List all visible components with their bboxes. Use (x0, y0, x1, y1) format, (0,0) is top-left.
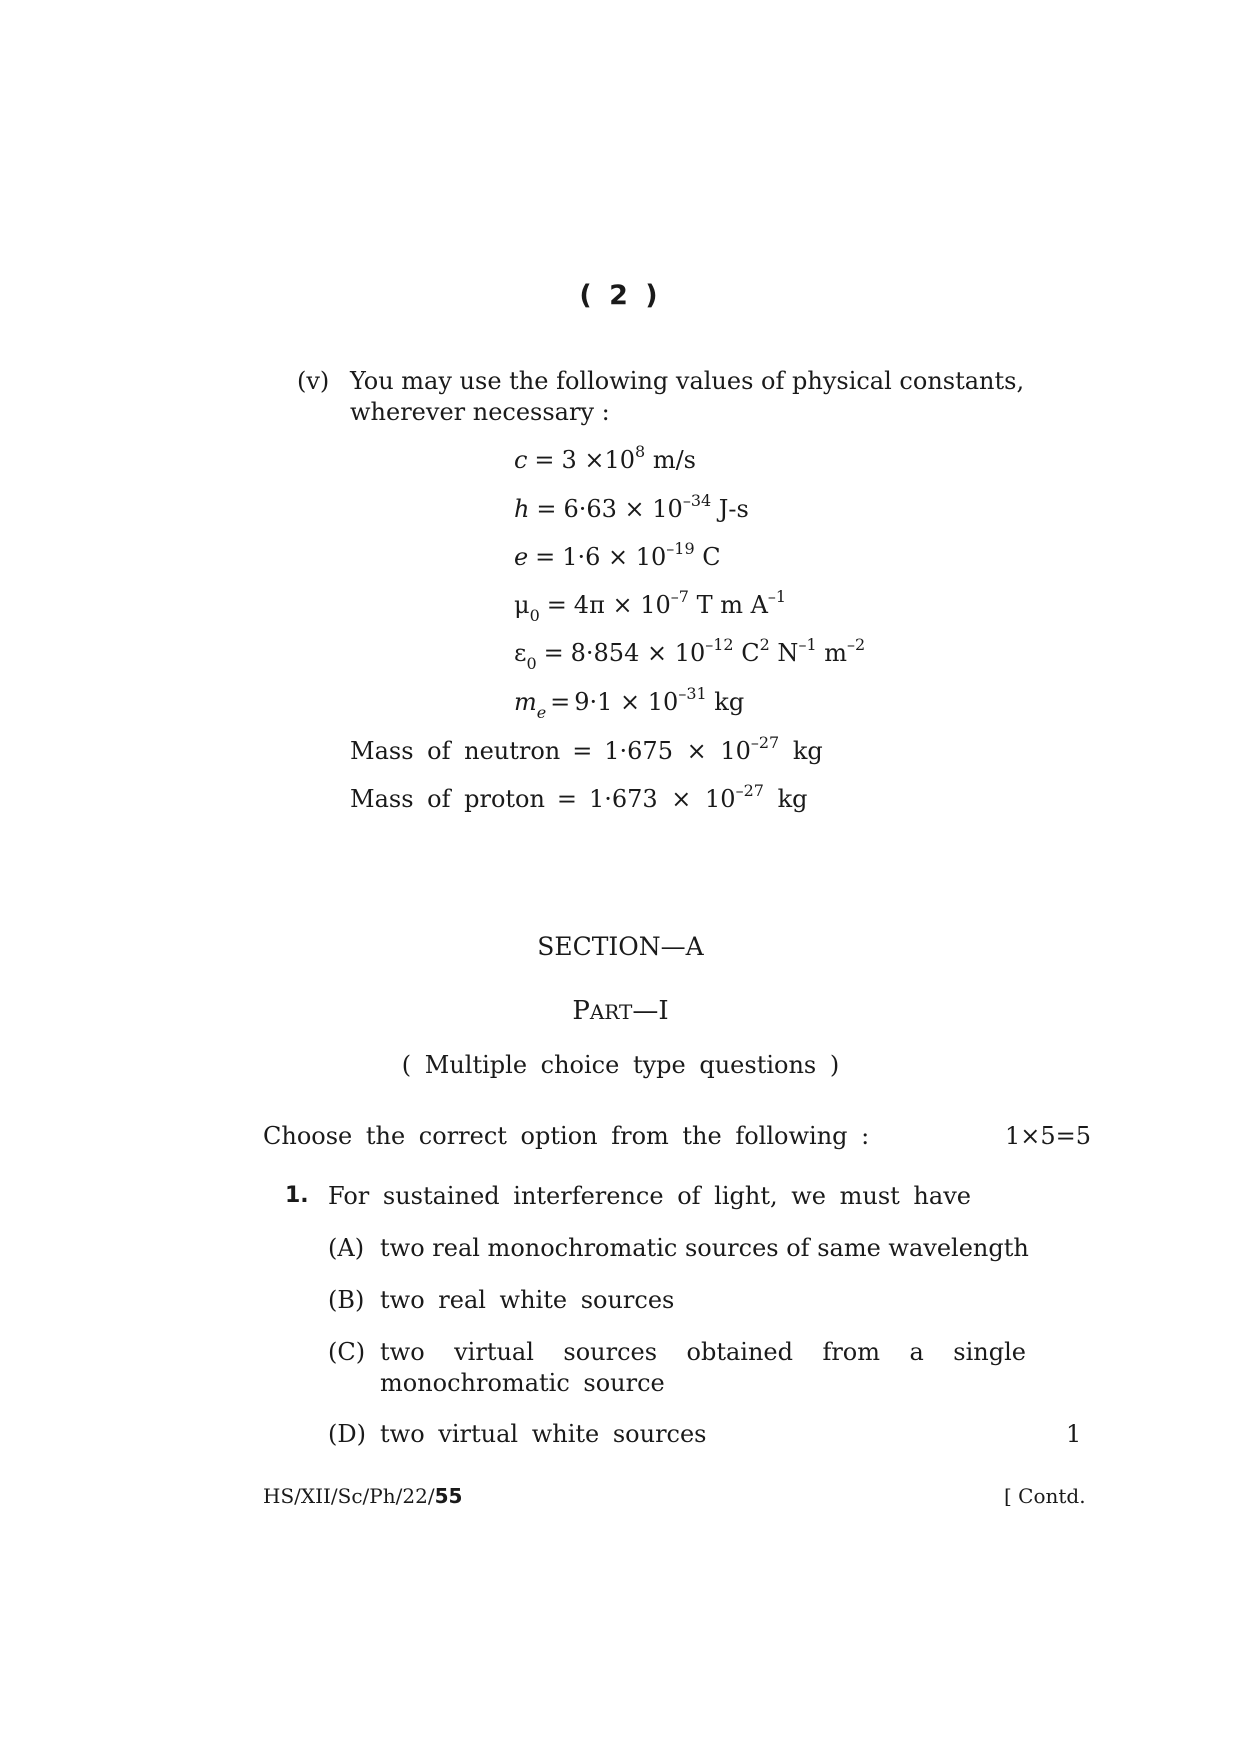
page-number: ( 2 ) (579, 280, 662, 311)
option-text: two real monochromatic sources of same wavelength (380, 1234, 1029, 1262)
constant-unit: m/s (645, 446, 696, 474)
constant-unit: C (733, 639, 760, 667)
section-heading: SECTION—A (537, 932, 704, 961)
constant-exponent: –19 (666, 539, 695, 558)
option-letter: (D) (328, 1420, 366, 1448)
constant-subscript: 0 (529, 606, 540, 625)
constant-value: 8·854 × 10 (570, 639, 706, 667)
instruction-line-2: wherever necessary : (350, 398, 610, 426)
mass-row: Mass of neutron = $1\cdot 675 \times 10^{-27}$ kg (350, 733, 823, 765)
constant-row: $m_e = 9\cdot 1 \times 10^{-31}$ kg (514, 684, 745, 722)
option-c-line-2: monochromatic source (380, 1369, 665, 1397)
mass-exponent: –27 (735, 781, 764, 800)
question-marks: 1 (1066, 1420, 1082, 1448)
constant-unit: kg (706, 688, 745, 716)
mass-unit: kg (779, 737, 823, 765)
question-number: 1. (285, 1183, 309, 1208)
constant-symbol: ε (514, 639, 527, 667)
part-first-letter: P (572, 996, 590, 1026)
option-word: a (909, 1338, 924, 1366)
option-word: from (822, 1338, 880, 1366)
option-word: virtual (454, 1338, 534, 1366)
option-b (328, 1284, 674, 1316)
option-word: single (953, 1338, 1026, 1366)
paper-code (263, 1484, 462, 1508)
question-text: For sustained interference of light, we must have (328, 1182, 971, 1210)
constant-value: 4π × 10 (573, 591, 671, 619)
constant-exponent: –34 (682, 491, 712, 510)
constant-exponent: 8 (635, 442, 646, 461)
constant-symbol: μ (514, 591, 530, 619)
constant-row: $\mu_0 = 4\pi \times 10^{-7}$ T m $A^{-1}$ (514, 587, 787, 625)
mass-value: 1·675 × 10 (604, 737, 751, 765)
paper-code-bold: 55 (434, 1484, 463, 1508)
contd-label: [ Contd. (1004, 1484, 1086, 1508)
constant-symbol: m (514, 688, 537, 716)
option-word: obtained (686, 1338, 793, 1366)
instruction-marker: (v) (297, 367, 330, 395)
part-rest: ART (589, 1000, 633, 1024)
instruction-line-1: You may use the following values of physical constants, (350, 367, 1025, 395)
option-d (328, 1418, 707, 1450)
constant-row: $e = 1\cdot 6 \times 10^{-19}$ C (514, 539, 721, 571)
constant-exponent: –7 (670, 587, 689, 606)
constant-unit: m (816, 639, 848, 667)
constant-unit: J-s (711, 495, 749, 523)
option-word: sources (563, 1338, 658, 1366)
constant-symbol: e (514, 543, 529, 571)
option-letter: (A) (328, 1234, 365, 1262)
constant-subscript: e (536, 703, 547, 722)
constant-unit-exponent: –1 (798, 635, 817, 654)
option-c-line-1 (380, 1336, 1026, 1368)
choose-instruction: Choose the correct option from the following : (263, 1122, 870, 1150)
mass-row: Mass of proton = $1\cdot 673 \times 10^{-27}$ kg (350, 781, 808, 813)
constant-symbol: h (514, 495, 530, 523)
mass-exponent: –27 (750, 733, 780, 752)
paper-code-text: HS/XII/Sc/Ph/22/ (263, 1484, 435, 1508)
constant-unit: N (769, 639, 799, 667)
option-word: two (380, 1338, 425, 1366)
option-text: two real white sources (380, 1286, 675, 1314)
constant-exponent: –12 (705, 635, 734, 654)
option-a (328, 1232, 1029, 1264)
constant-unit: C (694, 543, 721, 571)
option-text: two virtual white sources (380, 1420, 707, 1448)
constant-row: $c = 3 \times 10^8$ m/s (514, 442, 696, 474)
mass-value: 1·673 × 10 (588, 785, 736, 813)
constant-unit: T m A (688, 591, 768, 619)
constant-value: 3 ×10 (561, 446, 635, 474)
part-heading (0, 996, 1241, 1026)
constant-unit-exponent: 2 (759, 635, 770, 654)
constant-unit-exponent: –1 (767, 587, 787, 606)
option-letter: (B) (328, 1286, 365, 1314)
mass-label: Mass of proton (350, 785, 545, 813)
constant-value: 9·1 × 10 (574, 688, 679, 716)
mass-label: Mass of neutron (350, 737, 561, 765)
constant-subscript: 0 (526, 654, 537, 673)
constant-row: $h = 6\cdot 63 \times 10^{-34}$ J-s (514, 491, 749, 523)
part-suffix: —I (632, 996, 669, 1026)
constant-row: $\varepsilon_0 = 8\cdot 854 \times 10^{-12}$ $C^2$ $N^{-1}$ $m^{-2}$ (514, 635, 866, 673)
constant-value: 6·63 × 10 (563, 495, 683, 523)
mass-unit: kg (763, 785, 808, 813)
option-c-letter: (C) (328, 1338, 366, 1366)
constant-unit-exponent: –2 (847, 635, 866, 654)
constant-symbol: c (514, 446, 528, 474)
choose-marks: 1×5=5 (1005, 1122, 1092, 1150)
subtitle: ( Multiple choice type questions ) (401, 1051, 840, 1079)
constant-value: 1·6 × 10 (562, 543, 667, 571)
constant-exponent: –31 (678, 684, 707, 703)
